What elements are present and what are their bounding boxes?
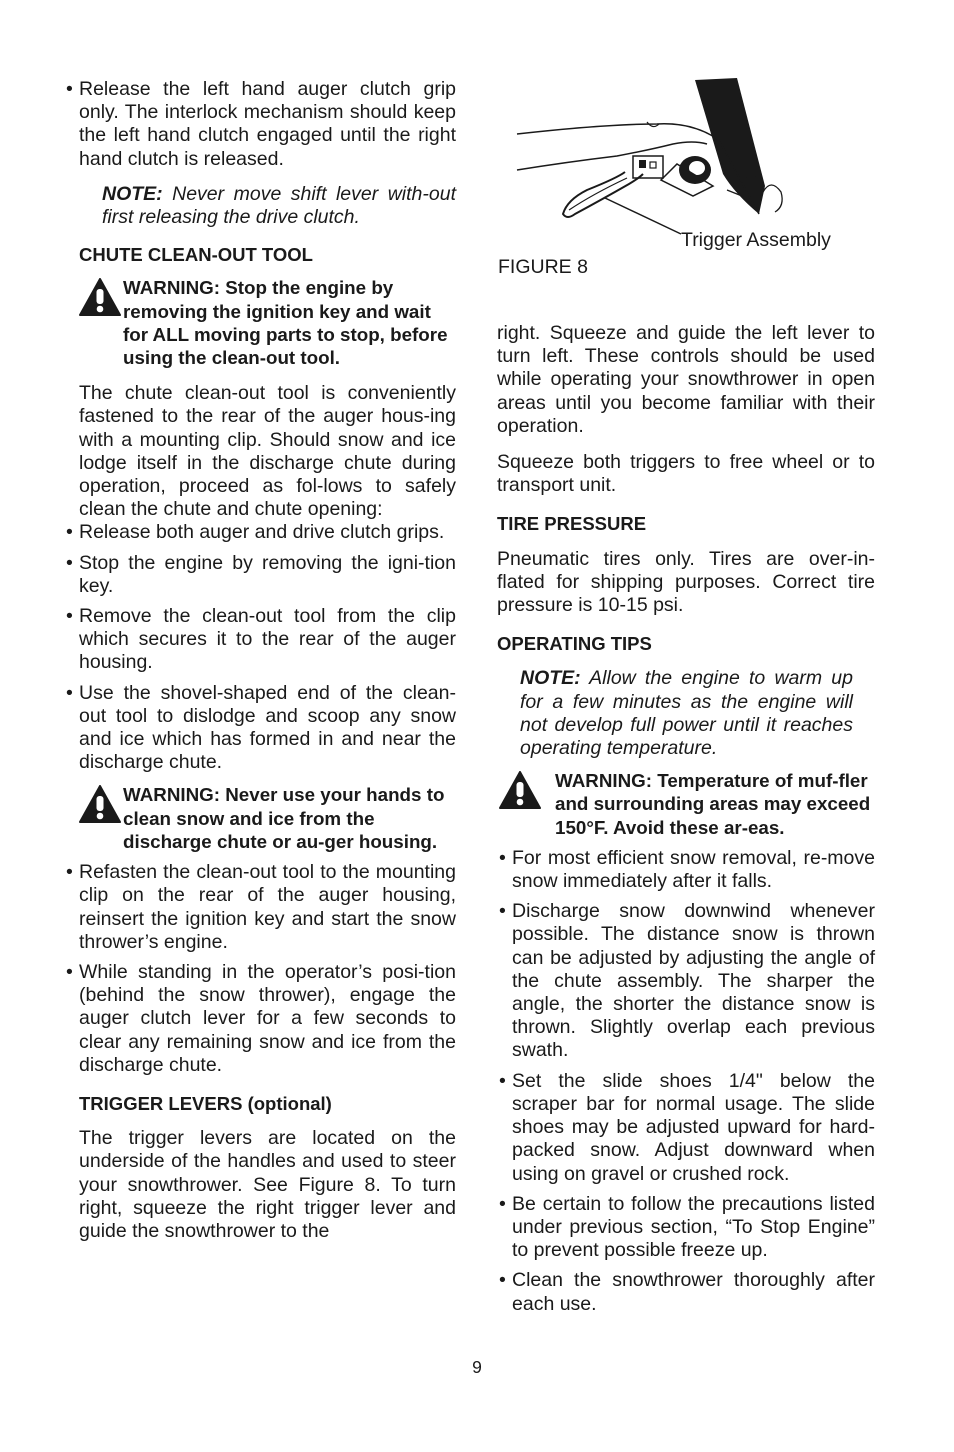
warning-never-use-hands: WARNING: Never use your hands to clean snow and ice from the discharge chute or au-ger housing. [79,783,456,853]
note-engine-warm-up: NOTE: Allow the engine to warm up for a few minutes as the engine will not develop full power until it reaches operating temperature. [520,667,853,760]
figure-8 [497,74,877,284]
warning-triangle-icon [497,769,555,815]
squeeze-triggers-paragraph: Squeeze both triggers to free wheel or to transport unit. [497,451,875,497]
bullet-dot: • [499,1069,506,1092]
bullet-dot: • [66,861,73,884]
bullet-dot: • [66,551,73,574]
bullet-dot: • [66,78,73,100]
bullet-precautions: • Be certain to follow the precautions listed under previous section, “To Stop Engine” to prevent possible freeze up. [499,1192,875,1262]
trigger-assembly-illustration [497,74,877,254]
bullet-dot: • [499,1269,506,1292]
bullet-dot: • [66,960,73,983]
warning-muffler-temperature: WARNING: Temperature of muf-fler and surrounding areas may exceed 150°F. Avoid these ar-eas. [497,769,875,839]
warning-stop-engine: WARNING: Stop the engine by removing the ignition key and wait for ALL moving parts to stop, before using the clean-out tool. [79,276,456,369]
figure-label-trigger-assembly: Trigger Assembly [681,229,831,251]
note-shift-lever: NOTE: Never move shift lever with-out first releasing the drive clutch. [102,182,456,229]
warning-triangle-icon [79,783,123,829]
bullet-discharge-downwind: • Discharge snow downwind whenever possible. The distance snow is thrown can be adjusted by adjusting the angle of the chute assembly. The sharper the angle, the shorter the distance snow is thrown. Slightly overlap each previous swath. [499,900,875,1062]
bullet-clean-snowthrower: • Clean the snowthrower thoroughly after each use. [499,1269,875,1315]
heading-operating-tips: OPERATING TIPS [497,633,652,655]
bullet-slide-shoes: • Set the slide shoes 1/4" below the scraper bar for normal usage. The slide shoes may be adjusted upward for hard-packed snow. Adjust downward when using on gravel or crushed rock. [499,1069,875,1185]
bullet-refasten: • Refasten the clean-out tool to the mounting clip on the rear of the auger housing, reinsert the ignition key and start the snow thrower’s engine. [66,861,456,953]
right-column [497,322,875,1316]
bullet-dot: • [499,1192,506,1215]
heading-trigger-levers: TRIGGER LEVERS (optional) [79,1092,332,1114]
heading-chute-clean-out: CHUTE CLEAN-OUT TOOL [79,244,313,266]
trigger-levers-continued: right. Squeeze and guide the left lever to turn left. These controls should be used while operating your snowthrower in open areas until you become familiar with their operation. [497,322,875,437]
heading-tire-pressure: TIRE PRESSURE [497,513,647,535]
bullet-release-left: • Release the left hand auger clutch grip only. The interlock mechanism should keep the left hand clutch engaged until the right hand clutch is released. [66,78,456,170]
bullet-release-both: • Release both auger and drive clutch grips. [66,521,445,544]
left-column [64,78,456,1243]
page-number: 9 [472,1357,482,1377]
bullet-stop-engine: • Stop the engine by removing the igni-tion key. [66,551,456,597]
figure-caption: FIGURE 8 [498,256,588,278]
trigger-levers-paragraph: The trigger levers are located on the underside of the handles and used to steer your snowthrower. See Figure 8. To turn right, squeeze the right trigger lever and guide the snowthrower to the [79,1127,456,1242]
bullet-dot: • [66,605,73,628]
bullet-dot: • [499,846,506,869]
chute-tool-paragraph: The chute clean-out tool is conveniently fastened to the rear of the auger hous-ing with a mounting clip. Should snow and ice lodge itself in the discharge chute during operation, proceed as fol-lows to safely clean the chute and chute opening: [79,382,456,521]
bullet-remove-tool: • Remove the clean-out tool from the clip which secures it to the rear of the auger housing. [66,605,456,674]
bullet-while-standing: • While standing in the operator’s posi-tion (behind the snow thrower), engage the auger clutch lever for a few seconds to clear any remaining snow and ice from the discharge chute. [66,960,456,1076]
bullet-dot: • [499,900,506,923]
bullet-use-shovel: • Use the shovel-shaped end of the clean-out tool to dislodge and scoop any snow and ice which has formed in and near the discharge chute. [66,681,456,774]
tire-pressure-paragraph: Pneumatic tires only. Tires are over-in-flated for shipping purposes. Correct tire pressure is 10-15 psi. [497,547,875,617]
bullet-efficient-removal: • For most efficient snow removal, re-move snow immediately after it falls. [499,846,875,893]
bullet-dot: • [66,681,73,704]
warning-triangle-icon [79,276,123,322]
bullet-dot: • [66,521,73,544]
